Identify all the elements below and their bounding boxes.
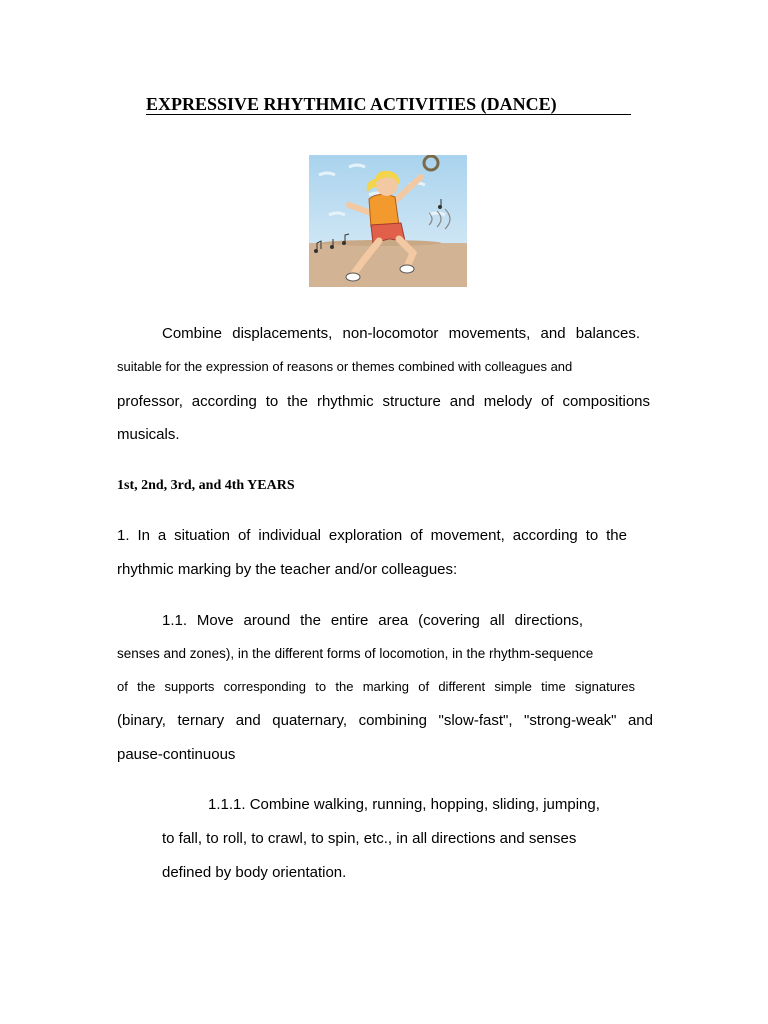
document-title: EXPRESSIVE RHYTHMIC ACTIVITIES (DANCE) [146, 94, 557, 114]
item-1-1-line-4: (binary, ternary and quaternary, combining "slow-fast", "strong-weak" and [117, 712, 653, 729]
years-heading: 1st, 2nd, 3rd, and 4th YEARS [117, 478, 295, 493]
item-1-1-1-line-3: defined by body orientation. [162, 864, 347, 881]
item-1-1-line-3: of the supports corresponding to the marking of different simple time signatures [117, 679, 635, 694]
item-1-1-1-line-1: 1.1.1. Combine walking, running, hopping, sliding, jumping, [208, 796, 600, 813]
title-underline [146, 114, 631, 115]
item-1-1-line-2: senses and zones), in the different forms of locomotion, in the rhythm-sequence [117, 646, 594, 661]
intro-line-2: suitable for the expression of reasons or themes combined with colleagues and [117, 359, 573, 374]
dancing-girl-illustration [309, 155, 467, 287]
item-1-1-line-5: pause-continuous [117, 746, 236, 763]
item-1-1-line-1: 1.1. Move around the entire area (covering all directions, [162, 612, 583, 629]
intro-line-1: Combine displacements, non-locomotor movements, and balances. [162, 325, 640, 342]
intro-line-4: musicals. [117, 426, 180, 443]
item-1-1-1-line-2: to fall, to roll, to crawl, to spin, etc., in all directions and senses [162, 830, 577, 847]
intro-line-3: professor, according to the rhythmic structure and melody of compositions [117, 393, 650, 410]
item-1-line-1: 1. In a situation of individual exploration of movement, according to the [117, 527, 627, 544]
item-1-line-2: rhythmic marking by the teacher and/or colleagues: [117, 561, 458, 578]
